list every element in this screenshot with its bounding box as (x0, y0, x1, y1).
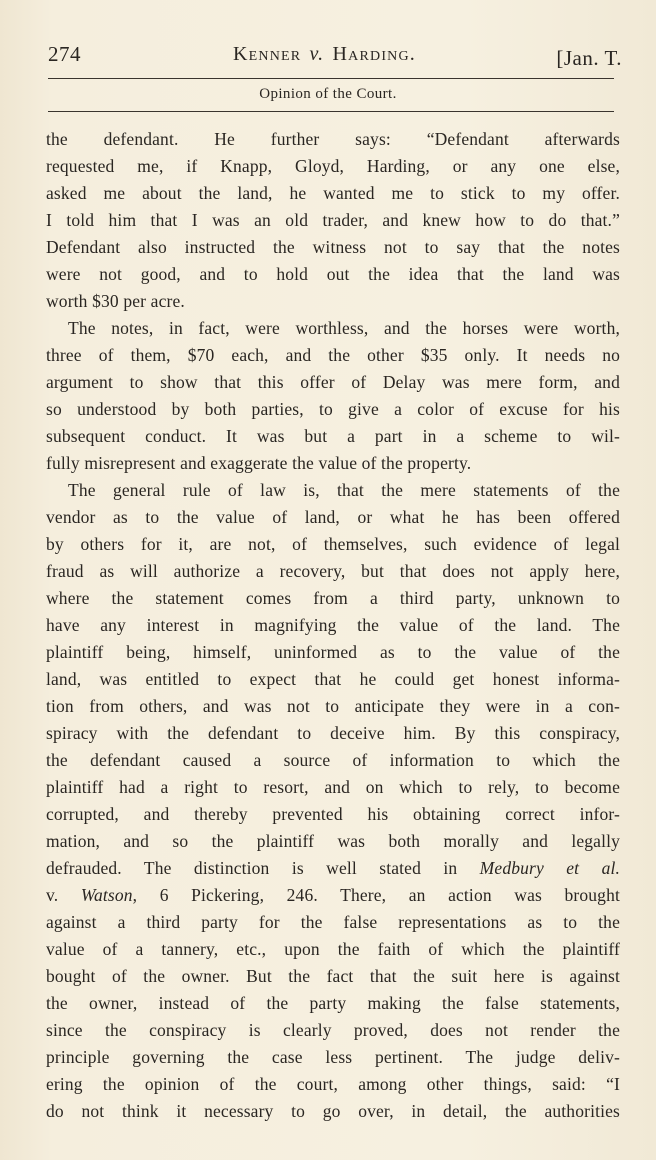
text-line: plaintiff being, himself, uninformed as to the value of the (46, 642, 620, 662)
running-header (48, 40, 622, 74)
text-line: The general rule of law is, that the mere statements of the (68, 480, 620, 500)
text-line: bought of the owner. But the fact that the suit here is against (46, 966, 620, 986)
text-line: vendor as to the value of land, or what he has been offered (46, 507, 620, 527)
page-number: 274 (48, 42, 81, 66)
case-versus: v. (309, 43, 325, 65)
text-line: where the statement comes from a third party, unknown to (46, 588, 620, 608)
text-line: worth $30 per acre. (46, 291, 185, 311)
text-line: The notes, in fact, were worthless, and the horses were worth, (68, 318, 620, 338)
opinion-text (46, 126, 620, 1125)
text-line: since the conspiracy is clearly proved, does not render the (46, 1020, 620, 1040)
text-line: ering the opinion of the court, among other things, said: “I (46, 1074, 620, 1094)
court-term: [Jan. T. (556, 46, 622, 70)
text-line: the owner, instead of the party making the false statements, (46, 993, 620, 1013)
text-line: plaintiff had a right to resort, and on which to rely, to become (46, 777, 620, 797)
text-line: so understood by both parties, to give a color of excuse for his (46, 399, 620, 419)
text-line: the defendant caused a source of information to which the (46, 750, 620, 770)
header-rule-bottom (48, 111, 614, 112)
text-line: the defendant. He further says: “Defendant afterwards (46, 129, 620, 149)
text-line: argument to show that this offer of Delay was mere form, and (46, 372, 620, 392)
text-line: mation, and so the plaintiff was both morally and legally (46, 831, 620, 851)
text-line: asked me about the land, he wanted me to stick to my offer. (46, 183, 620, 203)
citation-party-name: Watson (80, 885, 133, 905)
text-line: against a third party for the false representations as to the (46, 912, 620, 932)
text-line: Defendant also instructed the witness not to say that the notes (46, 237, 620, 257)
text-line: subsequent conduct. It was but a part in a scheme to wil- (46, 426, 620, 446)
text-segment: v. (46, 885, 81, 905)
text-line: three of them, $70 each, and the other $35 only. It needs no (46, 345, 620, 365)
text-line: do not think it necessary to go over, in detail, the authorities (46, 1101, 620, 1121)
text-line-citation (46, 882, 620, 909)
case-defendant: Harding. (332, 43, 417, 65)
text-line: value of a tannery, etc., upon the faith of which the plaintiff (46, 939, 620, 959)
citation-case-name: Medbury et al. (479, 858, 621, 878)
text-line: land, was entitled to expect that he could get honest informa- (46, 669, 620, 689)
text-line: have any interest in magnifying the value of the land. The (46, 615, 620, 635)
text-line: fully misrepresent and exaggerate the value of the property. (46, 453, 472, 473)
case-title (233, 43, 416, 66)
text-line: were not good, and to hold out the idea that the land was (46, 264, 620, 284)
text-line: fraud as will authorize a recovery, but that does not apply here, (46, 561, 620, 581)
text-line: I told him that I was an old trader, and knew how to do that.” (46, 210, 620, 230)
text-line: corrupted, and thereby prevented his obtaining correct infor- (46, 804, 620, 824)
section-subheader: Opinion of the Court. (259, 86, 397, 102)
text-line: requested me, if Knapp, Gloyd, Harding, or any one else, (46, 156, 620, 176)
text-line: spiracy with the defendant to deceive him. By this conspiracy, (46, 723, 620, 743)
header-rule-top (48, 78, 614, 79)
text-line: tion from others, and was not to anticipate they were in a con- (46, 696, 620, 716)
text-segment: defrauded. The distinction is well stated in (46, 858, 480, 878)
text-line: principle governing the case less pertinent. The judge deliv- (46, 1047, 620, 1067)
text-line: by others for it, are not, of themselves, such evidence of legal (46, 534, 620, 554)
text-line-citation (46, 855, 620, 882)
case-plaintiff: Kenner (233, 43, 302, 65)
text-segment: , 6 Pickering, 246. There, an action was brought (132, 885, 620, 905)
